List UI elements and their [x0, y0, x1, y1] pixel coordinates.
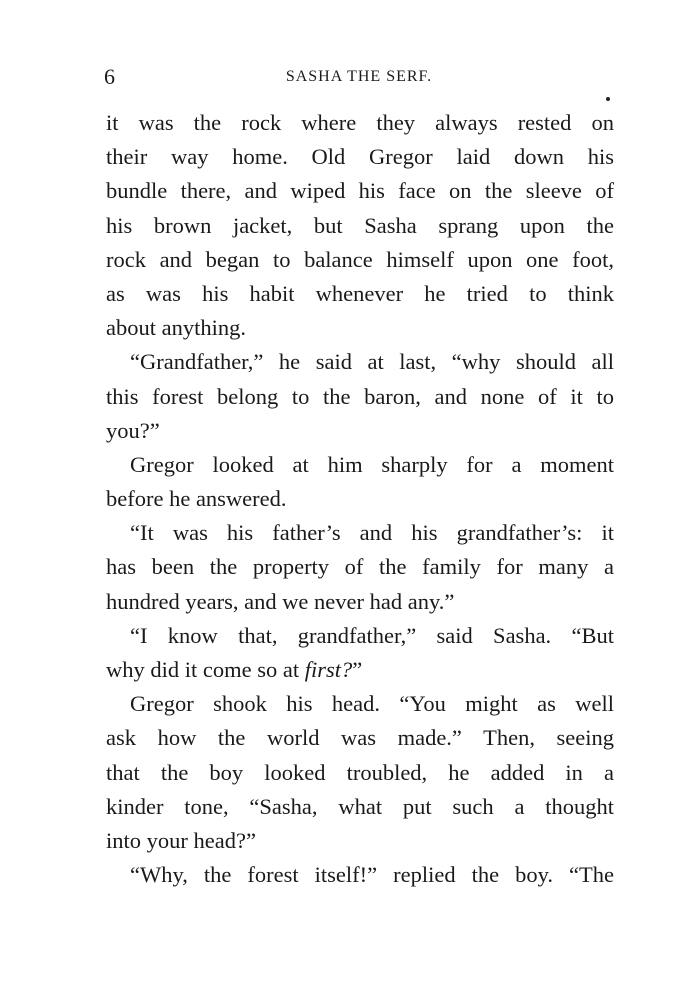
- text-line: that the boy looked troubled, he added in a: [106, 759, 614, 785]
- text-line: Gregor looked at him sharply for a moment: [130, 451, 614, 477]
- text-line: before he answered.: [106, 486, 287, 512]
- text-line: about anything.: [106, 315, 246, 341]
- text-segment: why did it come so at: [106, 657, 305, 682]
- text-line: “Grandfather,” he said at last, “why should all: [130, 349, 614, 375]
- text-line: has been the property of the family for many a: [106, 554, 614, 580]
- text-line: “Why, the forest itself!” replied the boy. “The: [130, 862, 614, 888]
- print-speck: [606, 97, 610, 101]
- text-segment: ”: [352, 657, 363, 682]
- text-line: [106, 653, 614, 687]
- text-line: his brown jacket, but Sasha sprang upon the: [106, 212, 614, 238]
- text-line: this forest belong to the baron, and none of it to: [106, 383, 614, 409]
- emphasis-word: first?: [304, 657, 353, 682]
- running-title: SASHA THE SERF.: [285, 68, 433, 85]
- text-line: kinder tone, “Sasha, what put such a thought: [106, 793, 614, 819]
- text-line: ask how the world was made.” Then, seeing: [106, 725, 614, 751]
- page-header: [104, 64, 614, 94]
- text-line: their way home. Old Gregor laid down his: [106, 144, 614, 170]
- text-line: you?”: [106, 417, 160, 443]
- page-number: 6: [104, 64, 115, 89]
- text-line: Gregor shook his head. “You might as well: [130, 691, 614, 717]
- text-line: it was the rock where they always rested on: [106, 110, 614, 135]
- text-line: hundred years, and we never had any.”: [106, 588, 455, 614]
- text-line: rock and began to balance himself upon one foot,: [106, 246, 614, 272]
- text-line: “It was his father’s and his grandfather’s: it: [130, 520, 614, 546]
- text-line: bundle there, and wiped his face on the sleeve of: [106, 178, 614, 204]
- text-line: as was his habit whenever he tried to think: [106, 280, 614, 306]
- text-line: “I know that, grandfather,” said Sasha. “But: [130, 622, 614, 648]
- body-text: [106, 106, 614, 892]
- text-line: into your head?”: [106, 827, 256, 853]
